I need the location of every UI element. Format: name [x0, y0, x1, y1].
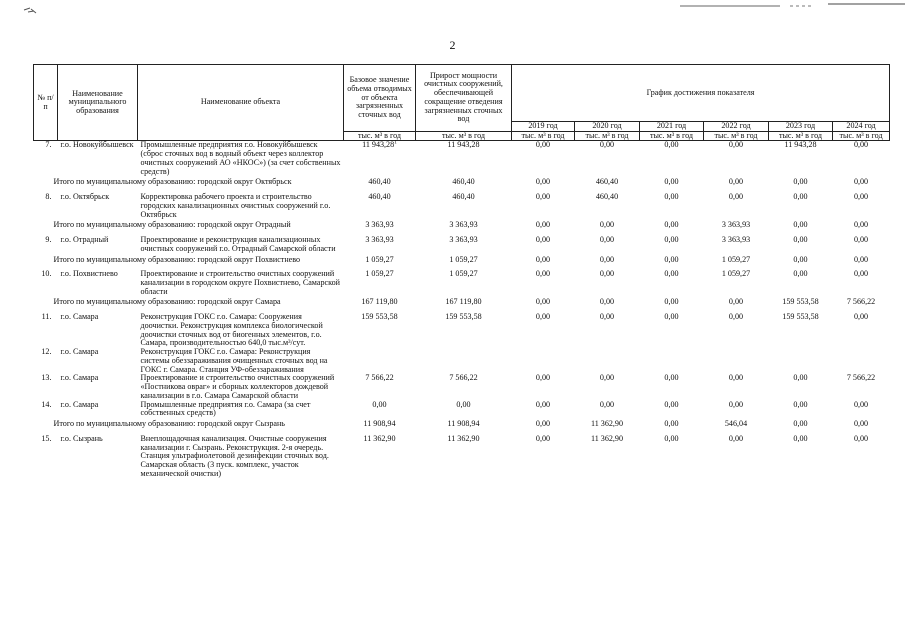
year-value: 0,00 — [664, 399, 679, 409]
year-value: 460,40 — [595, 177, 619, 187]
base-value — [344, 435, 416, 479]
year-value: 0,00 — [853, 312, 869, 322]
total-label: Итого по муниципальному образованию: городской округ Сызрань — [53, 419, 286, 429]
year-value: 7 566,22 — [846, 373, 876, 383]
base-value-text: 159 553,58 — [361, 312, 398, 322]
increase-value: 11 362,90 — [447, 433, 480, 443]
base-value — [344, 374, 416, 400]
header-unit: тыс. м³ в год — [769, 131, 833, 141]
base-value — [344, 401, 416, 418]
year-value: 159 553,58 — [782, 297, 819, 307]
year-value: 0,00 — [853, 269, 869, 279]
year-value: 0,00 — [664, 235, 679, 245]
year-value: 11 362,90 — [590, 419, 624, 429]
increase-value: 3 363,93 — [449, 220, 478, 230]
total-label: Итого по муниципальному образованию: городской округ Отрадный — [53, 220, 291, 230]
year-value: 159 553,58 — [782, 312, 819, 322]
year-value: 0,00 — [599, 373, 615, 383]
year-value — [769, 348, 833, 374]
year-value: 0,00 — [853, 220, 869, 230]
year-value: 0,00 — [664, 192, 679, 202]
base-value — [344, 193, 416, 219]
header-num: № п/п — [34, 65, 58, 141]
base-value — [344, 254, 416, 271]
year-value: 0,00 — [728, 312, 744, 322]
year-value — [575, 348, 640, 374]
year-value: 0,00 — [728, 297, 744, 307]
municipality-name: г.о. Новокуйбышевск — [60, 140, 134, 150]
base-value — [344, 418, 416, 435]
header-object: Наименование объекта — [138, 65, 344, 141]
header-unit: тыс. м³ в год — [704, 131, 769, 141]
year-value: 0,00 — [728, 192, 744, 202]
increase-value: 460,40 — [452, 177, 475, 187]
row-number: 9. — [45, 235, 52, 245]
object-row — [34, 401, 890, 418]
increase-value: 0,00 — [456, 399, 471, 409]
object-name: Проектирование и реконструкция канализационных очистных сооружений г.о. Отрадный Самарской области — [140, 235, 336, 253]
year-value: 0,00 — [535, 254, 551, 264]
year-value: 0,00 — [853, 433, 869, 443]
object-row — [34, 313, 890, 348]
row-number: 12. — [41, 347, 52, 357]
row-number: 7. — [45, 140, 52, 150]
year-value: 0,00 — [664, 419, 679, 429]
year-value: 0,00 — [853, 419, 869, 429]
year-value: 0,00 — [793, 399, 808, 409]
header-year: 2019 год — [512, 122, 575, 132]
row-number: 13. — [41, 373, 52, 383]
municipality-total-row — [34, 254, 890, 271]
year-value: 0,00 — [793, 235, 808, 245]
year-value — [833, 348, 890, 374]
base-value-text: 167 119,80 — [361, 297, 398, 307]
year-value: 0,00 — [664, 220, 679, 230]
increase-value: 1 059,27 — [449, 269, 478, 279]
year-value: 0,00 — [728, 433, 744, 443]
year-value: 0,00 — [664, 297, 679, 307]
year-value: 0,00 — [664, 373, 679, 383]
year-value: 0,00 — [664, 254, 679, 264]
municipality-name: г.о. Сызрань — [60, 433, 103, 443]
year-value: 7 566,22 — [846, 297, 876, 307]
year-value: 3 363,93 — [721, 235, 751, 245]
object-name: Внеплощадочная канализация. Очистные сооружения канализации г. Сызрань. Реконструкция. 2-я очередь. Станция ультрафиолетовой дезинфекции сточных вод. Самарская область (3 пуск. комплекс, участок механической очистки) — [140, 433, 329, 478]
municipality-total-row — [34, 219, 890, 236]
header-schedule: График достижения показателя — [512, 65, 890, 122]
base-value-text: 11 362,90 — [363, 433, 396, 443]
year-value: 0,00 — [535, 269, 551, 279]
base-value — [344, 219, 416, 236]
municipality-total-row — [34, 296, 890, 313]
object-name: Реконструкция ГОКС г.о. Самара: Сооружения доочистки. Реконструкция комплекса биологической доочистки сточных вод от биогенных элементов, г.о. Самара, производительностью 640,0 тыс.м³/сут. — [140, 312, 323, 348]
municipality-name: г.о. Самара — [60, 399, 99, 409]
row-number: 8. — [45, 192, 52, 202]
base-value — [344, 313, 416, 348]
base-value-text: 460,40 — [368, 177, 391, 187]
municipality-name: г.о. Самара — [60, 373, 99, 383]
base-value-text: 11 943,28 — [362, 140, 395, 150]
base-value-text: 1 059,27 — [365, 269, 394, 279]
increase-value: 11 908,94 — [447, 419, 480, 429]
year-value: 3 363,93 — [721, 220, 751, 230]
year-value: 0,00 — [535, 297, 551, 307]
object-name: Промышленные предприятия г.о. Новокуйбышевск (сброс сточных вод в водный объект через коллектор очистных сооружений АО «НКОС») (за счет собственных средств) — [140, 140, 341, 176]
header-year: 2024 год — [833, 122, 890, 132]
year-value: 0,00 — [664, 140, 679, 150]
year-value: 0,00 — [793, 269, 808, 279]
base-value-text: 3 363,93 — [365, 220, 394, 230]
header-base: Базовое значение объема отводимых от объекта загрязненных сточных вод — [344, 65, 416, 132]
year-value: 0,00 — [535, 419, 551, 429]
year-value: 0,00 — [664, 177, 679, 187]
row-number: 14. — [41, 399, 52, 409]
year-value: 0,00 — [664, 433, 679, 443]
year-value: 0,00 — [853, 177, 869, 187]
base-value — [344, 296, 416, 313]
year-value: 0,00 — [535, 192, 551, 202]
year-value: 0,00 — [535, 220, 551, 230]
year-value: 0,00 — [793, 254, 808, 264]
year-value: 0,00 — [599, 140, 615, 150]
header-unit: тыс. м³ в год — [640, 131, 704, 141]
total-label: Итого по муниципальному образованию: городской округ Самара — [53, 297, 281, 307]
year-value: 0,00 — [535, 433, 551, 443]
year-value: 0,00 — [853, 192, 869, 202]
scan-artifacts — [0, 0, 905, 20]
year-value: 0,00 — [853, 254, 869, 264]
header-year: 2022 год — [704, 122, 769, 132]
base-value-text: 1 059,27 — [365, 254, 394, 264]
year-value: 0,00 — [793, 177, 808, 187]
year-value: 0,00 — [853, 235, 869, 245]
object-name: Проектирование и строительство очистных сооружений «Постникова овраг» и сборных коллекторов дождевой канализации в г.о. Самара Самарской области — [140, 373, 335, 400]
year-value: 0,00 — [535, 312, 551, 322]
municipality-name: г.о. Самара — [60, 347, 99, 357]
year-value: 546,04 — [724, 419, 748, 429]
base-value — [344, 176, 416, 193]
object-name: Проектирование и строительство очистных сооружений канализации в городском округе Похвистнево, Самарской области — [140, 269, 341, 296]
header-unit: тыс. м³ в год — [512, 131, 575, 141]
object-row — [34, 348, 890, 374]
increase-value: 1 059,27 — [449, 254, 478, 264]
year-value: 460,40 — [595, 192, 619, 202]
total-label: Итого по муниципальному образованию: городской округ Похвистнево — [53, 254, 301, 264]
header-year: 2023 год — [769, 122, 833, 132]
year-value: 0,00 — [535, 177, 551, 187]
year-value: 0,00 — [793, 373, 808, 383]
base-value — [344, 141, 416, 176]
year-value: 1 059,27 — [721, 254, 751, 264]
object-row — [34, 270, 890, 296]
header-unit: тыс. м³ в год — [575, 131, 640, 141]
header-unit: тыс. м³ в год — [416, 131, 512, 141]
municipality-name: г.о. Самара — [60, 312, 99, 322]
object-name: Корректировка рабочего проекта и строительство городских канализационных очистных сооружений г.о. Октябрьск — [140, 192, 331, 219]
year-value: 0,00 — [793, 433, 808, 443]
header-unit: тыс. м³ в год — [344, 131, 416, 141]
header-municipality: Наименование муниципального образования — [58, 65, 138, 141]
increase-value: 11 943,28 — [447, 140, 480, 150]
year-value: 0,00 — [728, 373, 744, 383]
header-increase: Прирост мощности очистных сооружений, обеспечивающей сокращение отведения загрязненных сточных вод — [416, 65, 512, 132]
year-value: 0,00 — [728, 140, 744, 150]
municipality-name: г.о. Отрадный — [60, 235, 109, 245]
year-value: 0,00 — [599, 312, 615, 322]
year-value: 0,00 — [599, 220, 615, 230]
base-value-text: 11 908,94 — [363, 419, 396, 429]
header-unit: тыс. м³ в год — [833, 131, 890, 141]
object-row — [34, 374, 890, 400]
year-value: 0,00 — [664, 312, 679, 322]
year-value: 0,00 — [793, 192, 808, 202]
base-value-text: 3 363,93 — [365, 235, 394, 245]
year-value: 0,00 — [535, 140, 551, 150]
year-value: 0,00 — [853, 140, 869, 150]
year-value — [704, 348, 769, 374]
object-name: Реконструкция ГОКС г.о. Самара: Реконструкция системы обеззараживания очищенных сточных вод на ГОКС г. Самара. Станция УФ-обеззараживания — [140, 347, 328, 374]
object-row — [34, 141, 890, 176]
year-value: 0,00 — [599, 269, 615, 279]
municipality-name: г.о. Похвистнево — [60, 269, 118, 279]
row-number: 15. — [41, 433, 52, 443]
base-value-text: 460,40 — [368, 192, 391, 202]
row-number: 11. — [41, 312, 52, 322]
object-name: Промышленные предприятия г.о. Самара (за счет собственных средств) — [140, 399, 311, 418]
year-value: 0,00 — [853, 399, 869, 409]
increase-value: 460,40 — [452, 192, 475, 202]
year-value: 0,00 — [535, 373, 551, 383]
year-value — [512, 348, 575, 374]
increase-value: 167 119,80 — [445, 297, 482, 307]
year-value: 0,00 — [664, 269, 679, 279]
object-row — [34, 236, 890, 253]
footnote-mark: 1 — [394, 139, 397, 146]
year-value: 0,00 — [535, 235, 551, 245]
object-row — [34, 435, 890, 479]
base-value-text: 0,00 — [372, 399, 387, 409]
increase-value: 159 553,58 — [445, 312, 482, 322]
increase-value — [416, 348, 512, 374]
header-year: 2021 год — [640, 122, 704, 132]
total-label: Итого по муниципальному образованию: городской округ Октябрьск — [53, 177, 292, 187]
year-value — [640, 348, 704, 374]
row-number: 10. — [41, 269, 52, 279]
base-value — [344, 270, 416, 296]
year-value: 1 059,27 — [721, 269, 751, 279]
base-value — [344, 236, 416, 253]
header-year: 2020 год — [575, 122, 640, 132]
page-number: 2 — [449, 38, 456, 52]
municipality-name: г.о. Октябрьск — [60, 192, 110, 202]
year-value: 0,00 — [728, 399, 744, 409]
year-value: 0,00 — [599, 254, 615, 264]
targets-table — [33, 64, 890, 478]
year-value: 0,00 — [793, 220, 808, 230]
year-value: 0,00 — [728, 177, 744, 187]
municipality-total-row — [34, 418, 890, 435]
base-value-text: 7 566,22 — [365, 373, 394, 383]
increase-value: 3 363,93 — [449, 235, 478, 245]
year-value: 0,00 — [535, 399, 551, 409]
increase-value: 7 566,22 — [449, 373, 478, 383]
municipality-total-row — [34, 176, 890, 193]
year-value: 0,00 — [793, 419, 808, 429]
year-value: 11 362,90 — [590, 433, 624, 443]
base-value — [344, 348, 416, 374]
year-value: 0,00 — [599, 235, 615, 245]
object-row — [34, 193, 890, 219]
year-value: 0,00 — [599, 297, 615, 307]
year-value: 0,00 — [599, 399, 615, 409]
year-value: 11 943,28 — [784, 140, 817, 150]
